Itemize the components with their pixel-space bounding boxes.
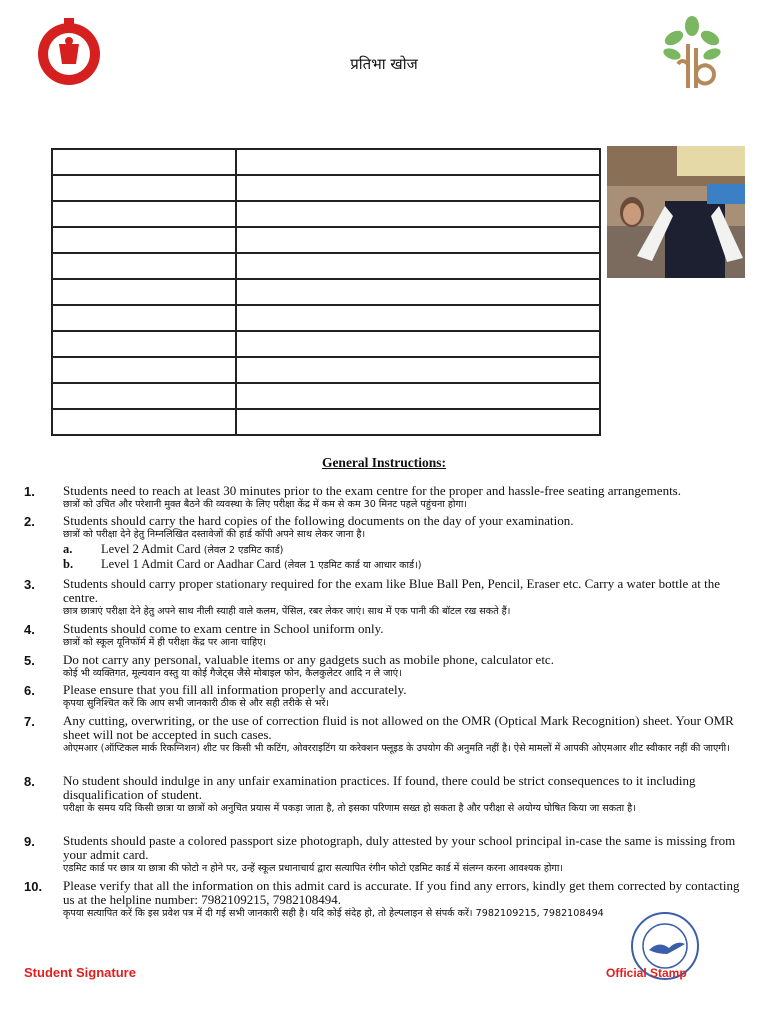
table-row (52, 253, 600, 279)
table-row (52, 149, 600, 175)
table-cell (52, 383, 236, 409)
table-cell (52, 175, 236, 201)
list-item-number: 3. (24, 577, 35, 592)
instruction-hindi: कृपया सत्यापित करें कि इस प्रवेश पत्र में दी गई सभी जानकारी सही है। यदि कोई संदेह हो, तो हेल्पलाइन से संपर्क करें। 7982109215, 7982108494 (63, 908, 604, 919)
instruction-hindi: कोई भी व्यक्तिगत, मूल्यवान वस्तु या कोई गैजेट्स जैसे मोबाइल फोन, कैलकुलेटर आदि न ले जाएं। (63, 668, 402, 679)
instruction-hindi: एडमिट कार्ड पर छात्र या छात्रा की फोटो न होने पर, उन्हें स्कूल प्रधानाचार्य द्वारा सत्यापित रंगीन फोटो एडमिट कार्ड में संलग्न करना आवश्यक होगा। (63, 863, 563, 874)
table-row (52, 305, 600, 331)
instruction-hindi: छात्रों को स्कूल यूनिफॉर्म में ही परीक्षा केंद्र पर आना चाहिए। (63, 637, 267, 648)
instruction-english: Students should carry proper stationary required for the exam like Blue Ball Pen, Pencil, Eraser etc. Carry a water bottle at the centre. (63, 576, 721, 605)
list-item-number: 7. (24, 714, 35, 729)
student-photo (607, 146, 745, 278)
instruction-english: No student should indulge in any unfair examination practices. If found, there could be strict consequences to it including disqualification of student. (63, 773, 696, 802)
sub-item-letter: a. (63, 542, 73, 556)
table-row (52, 175, 600, 201)
sub-item-hindi: (लेवल 1 एडमिट कार्ड या आधार कार्ड।) (283, 560, 422, 571)
table-cell (236, 383, 600, 409)
table-row (52, 279, 600, 305)
list-item-number: 2. (24, 514, 35, 529)
table-cell (236, 227, 600, 253)
list-item-number: 9. (24, 834, 35, 849)
instruction-hindi: कृपया सुनिश्चित करें कि आप सभी जानकारी ठीक से और सही तरीके से भरें। (63, 698, 329, 709)
table-cell (52, 149, 236, 175)
table-cell (52, 279, 236, 305)
instruction-english: Students should come to exam centre in School uniform only. (63, 621, 384, 636)
instruction-english: Any cutting, overwriting, or the use of correction fluid is not allowed on the OMR (Optical Mark Recognition) sheet. Your OMR sheet will not be accepted in such cases. (63, 713, 734, 742)
sub-item-english: Level 1 Admit Card or Aadhar Card (101, 557, 281, 571)
table-cell (52, 227, 236, 253)
list-item-number: 5. (24, 653, 35, 668)
list-item-number: 8. (24, 774, 35, 789)
instruction-hindi: छात्र छात्राएं परीक्षा देने हेतु अपने साथ नीली स्याही वाले कलम, पेंसिल, रबर लेकर जाएं। साथ में एक पानी की बॉटल रख सकते हैं। (63, 606, 511, 617)
table-cell (52, 201, 236, 227)
instruction-english: Students need to reach at least 30 minutes prior to the exam centre for the proper and hassle-free seating arrangements. (63, 483, 681, 498)
instruction-hindi: छात्रों को उचित और परेशानी मुक्त बैठने की व्यवस्था के लिए परीक्षा केंद्र में कम से कम 30 मिनट पहले पहुंचना होगा। (63, 499, 467, 510)
table-cell (236, 175, 600, 201)
official-stamp-label: Official Stamp (606, 966, 687, 980)
instruction-english: Students should carry the hard copies of the following documents on the day of your examination. (63, 513, 574, 528)
student-info-table (51, 148, 601, 436)
table-cell (52, 253, 236, 279)
table-cell (236, 201, 600, 227)
page-title: प्रतिभा खोज (350, 55, 418, 73)
list-item-number: 4. (24, 622, 35, 637)
student-signature-label: Student Signature (24, 965, 136, 980)
table-row (52, 331, 600, 357)
instruction-hindi: परीक्षा के समय यदि किसी छात्रा या छात्रों को अनुचित प्रयास में पकड़ा जाता है, तो इसका परिणाम सख्त हो सकता है और परीक्षा से अयोग्य घोषित किया जा सकता है। (63, 803, 636, 814)
table-cell (236, 149, 600, 175)
list-item-number: 1. (24, 484, 35, 499)
sub-item-letter: b. (63, 557, 74, 571)
table-row (52, 409, 600, 435)
instruction-hindi: छात्रों को परीक्षा देने हेतु निम्नलिखित दस्तावेजों की हार्ड कॉपी अपने साथ लेकर जाना है। (63, 529, 366, 540)
table-cell (236, 305, 600, 331)
instruction-english: Please verify that all the information on this admit card is accurate. If you find any errors, kindly get them corrected by contacting us at the helpline number: 7982109215, 7982108494. (63, 878, 740, 907)
instruction-english: Please ensure that you fill all information properly and accurately. (63, 682, 407, 697)
table-cell (236, 357, 600, 383)
table-cell (52, 357, 236, 383)
sub-item-hindi: (लेवल 2 एडमिट कार्ड) (203, 545, 284, 556)
rb-tree-logo-icon (652, 14, 732, 94)
table-cell (52, 331, 236, 357)
list-item-number: 10. (24, 879, 43, 894)
document-sub-item (63, 557, 744, 572)
table-row (52, 227, 600, 253)
sub-item-english: Level 2 Admit Card (101, 542, 201, 556)
document-sub-item (63, 542, 744, 557)
instruction-english: Do not carry any personal, valuable items or any gadgets such as mobile phone, calculator etc. (63, 652, 554, 667)
table-row (52, 357, 600, 383)
table-cell (52, 305, 236, 331)
table-cell (236, 253, 600, 279)
table-row (52, 201, 600, 227)
table-cell (236, 331, 600, 357)
instructions-heading: General Instructions: (321, 455, 447, 470)
table-row (52, 383, 600, 409)
table-cell (236, 409, 600, 435)
table-cell (52, 409, 236, 435)
instruction-hindi: ओएमआर (ऑप्टिकल मार्क रिकग्निशन) शीट पर किसी भी कटिंग, ओवरराइटिंग या करेक्शन फ्लूइड के उपयोग की अनुमति नहीं है। ऐसे मामलों में आपकी ओएमआर शीट स्वीकार नहीं की जाएगी। (63, 743, 730, 754)
table-cell (236, 279, 600, 305)
instruction-english: Students should paste a colored passport size photograph, duly attested by your school principal in-case the same is missing from your admit card. (63, 833, 736, 862)
haryana-emblem-icon (34, 14, 104, 88)
list-item-number: 6. (24, 683, 35, 698)
